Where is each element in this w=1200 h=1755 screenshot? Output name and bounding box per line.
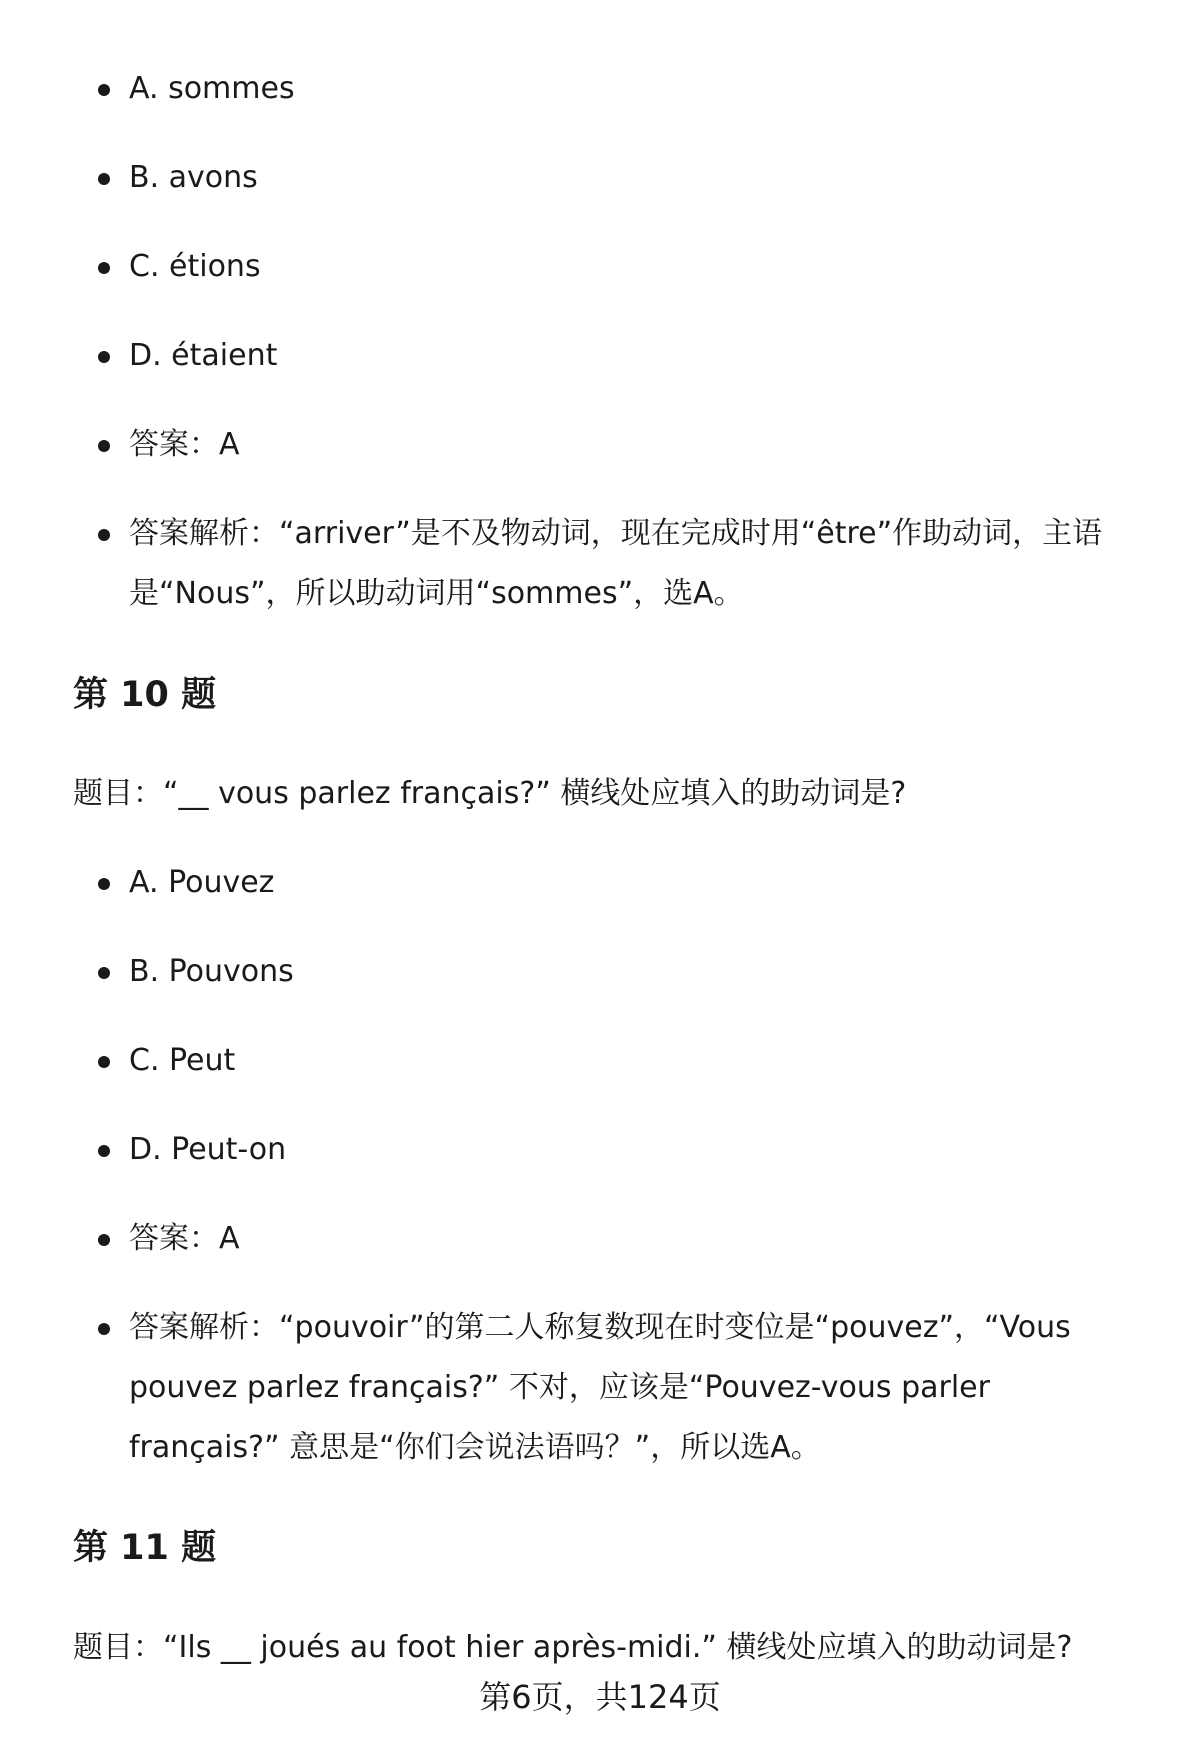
answer-explanation: 答案解析：“pouvoir”的第二人称复数现在时变位是“pouvez”，“Vous pouvez parlez français?” 不对，应该是“Pouvez-vous parler français?” 意思是“你们会说法语吗？”，所以选A。: [0, 1298, 1200, 1478]
option-a: A. sommes: [0, 59, 1200, 119]
answer: 答案：A: [0, 1209, 1200, 1269]
option-d: D. étaient: [0, 326, 1200, 386]
option-b: B. avons: [0, 148, 1200, 208]
question-stem: 题目：“Ils __ joués au foot hier après-midi.” 横线处应填入的助动词是?: [73, 1630, 1073, 1665]
answer-explanation: 答案解析：“arriver”是不及物动词，现在完成时用“être”作助动词，主语是“Nous”，所以助动词用“sommes”，选A。: [0, 504, 1200, 624]
q10-options: [0, 853, 1200, 1478]
option-a: A. Pouvez: [0, 853, 1200, 913]
page-number: 第6页，共124页: [479, 1678, 721, 1716]
option-d: D. Peut-on: [0, 1120, 1200, 1180]
question-heading: 第 11 题: [73, 1528, 217, 1568]
option-c: C. Peut: [0, 1031, 1200, 1091]
option-b: B. Pouvons: [0, 942, 1200, 1002]
q9-options: [0, 59, 1200, 624]
answer: 答案：A: [0, 415, 1200, 475]
question-stem: 题目：“__ vous parlez français?” 横线处应填入的助动词是?: [73, 776, 907, 811]
option-c: C. étions: [0, 237, 1200, 297]
question-heading: 第 10 题: [73, 675, 217, 715]
